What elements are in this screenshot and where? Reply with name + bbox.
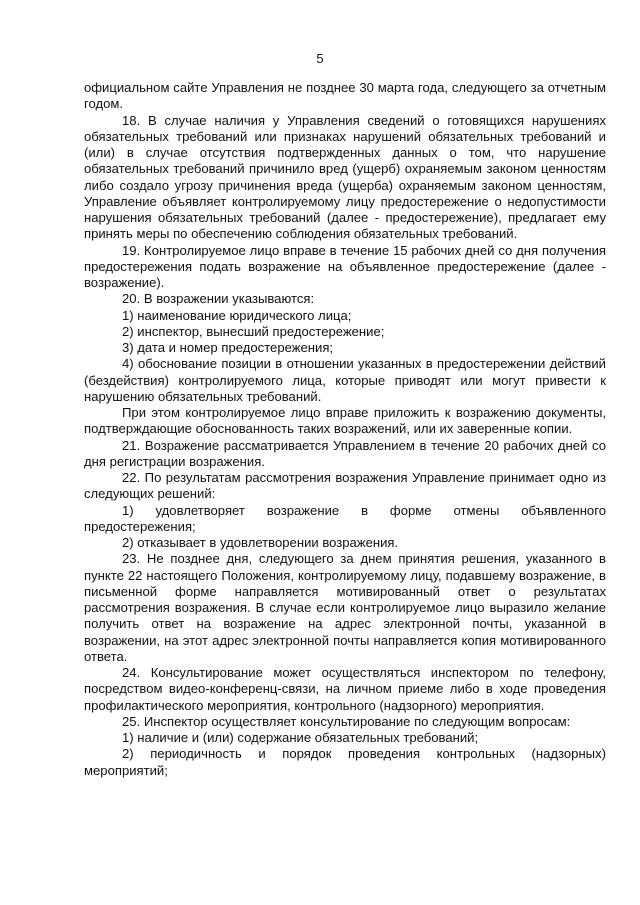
paragraph: 1) наличие и (или) содержание обязательных требований; [122, 730, 479, 745]
paragraph: При этом контролируемое лицо вправе приложить к возражению документы, подтверждающие обоснованность таких возражений, или их заверенные копии. [84, 405, 606, 437]
paragraph: 20. В возражении указываются: [122, 291, 315, 307]
paragraph: 22. По результатам рассмотрения возражения Управление принимает одно из следующих решений: [84, 470, 606, 502]
document-body [84, 80, 606, 779]
paragraph: 4) обоснование позиции в отношении указанных в предостережении действий (бездействия) контролируемого лица, которые приводят или могут привести к нарушению обязательных требований. [84, 356, 606, 404]
paragraph: 2) отказывает в удовлетворении возражения. [122, 535, 399, 550]
paragraph: 1) наименование юридического лица; [122, 307, 352, 323]
paragraph: 25. Инспектор осуществляет консультирование по следующим вопросам: [122, 713, 571, 729]
paragraph: 1) удовлетворяет возражение в форме отмены объявленного предостережения; [84, 502, 606, 534]
paragraph: 18. В случае наличия у Управления сведений о готовящихся нарушениях обязательных требований или признаках нарушений обязательных требований и (или) в случае отсутствия подтвержденных данных о том, что нарушение обязательных требований причинило вред (ущерб) охраняемым законом ценностям либо создало угрозу причинения вреда (ущерба) охраняемым законом ценностям, Управление объявляет контролируемому лицу предостережение о недопустимости нарушения обязательных требований (далее - предостережение), предлагает ему принять меры по обеспечению соблюдения обязательных требований. [84, 112, 606, 242]
paragraph: 2) инспектор, вынесший предостережение; [122, 323, 385, 339]
paragraph: 21. Возражение рассматривается Управлением в течение 20 рабочих дней со дня регистрации возражения. [84, 437, 606, 469]
paragraph: 23. Не позднее дня, следующего за днем принятия решения, указанного в пункте 22 настоящего Положения, контролируемому лицу, подавшему возражение, в письменной форме направляется мотивированный ответ о результатах рассмотрения возражения. В случае если контролируемое лицо выразило желание получить ответ на возражение на адрес электронной почты, указанной в возражении, на этот адрес электронной почты направляется копия мотивированного ответа. [84, 551, 606, 664]
paragraph: официальном сайте Управления не позднее 30 марта года, следующего за отчетным годом. [84, 80, 606, 112]
paragraph: 2) периодичность и порядок проведения контрольных (надзорных) мероприятий; [84, 746, 606, 778]
paragraph: 3) дата и номер предостережения; [122, 340, 334, 355]
page-number: 5 [316, 51, 324, 66]
paragraph: 24. Консультирование может осуществляться инспектором по телефону, посредством видео-конференц-связи, на личном приеме либо в ходе проведения профилактического мероприятия, контрольного (надзорного) мероприятия. [84, 665, 606, 713]
paragraph: 19. Контролируемое лицо вправе в течение 15 рабочих дней со дня получения предостережения подать возражение на объявленное предостережение (далее - возражение). [84, 242, 606, 290]
